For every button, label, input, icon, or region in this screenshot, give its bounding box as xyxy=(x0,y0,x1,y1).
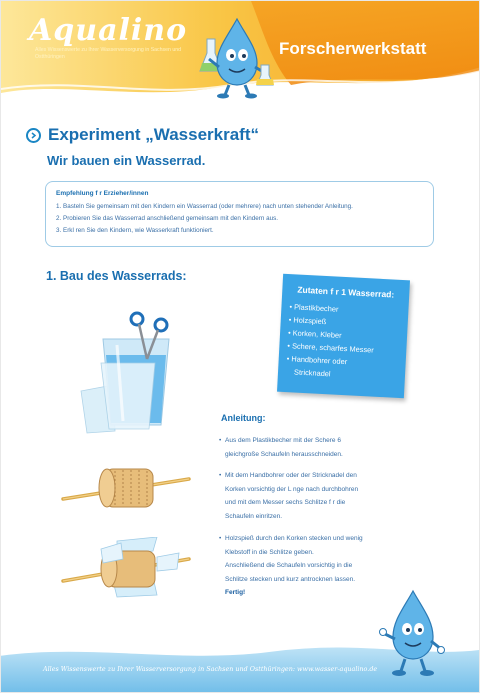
cork-skewer-illustration xyxy=(61,461,191,517)
section-title: 1. Bau des Wasserrads: xyxy=(46,269,187,283)
ingredients-note xyxy=(277,274,410,398)
aqualino-mascot-scientist-icon xyxy=(199,15,275,99)
aqualino-mascot-waving-icon xyxy=(379,587,445,679)
experiment-title-row xyxy=(26,125,259,145)
instruction-step-3: • Holzspieß durch den Korken stecken und wenig Klebstoff in die Schlitze geben. Anschließend die Schaufeln vorsichtig in die Schlitze stecken und kurz antrocknen lassen. Fertig! xyxy=(219,532,404,600)
ingredient-item: • Handbohrer oder xyxy=(286,352,398,371)
experiment-subtitle: Wir bauen ein Wasserrad. xyxy=(47,153,206,168)
ingredient-item: • Holzspieß xyxy=(288,313,400,332)
ingredient-item-continued: Stricknadel xyxy=(293,367,331,379)
chevron-right-icon xyxy=(26,128,41,143)
finish-label: Fertig! xyxy=(225,589,246,596)
ingredients-title: Zutaten f r 1 Wasserrad: xyxy=(297,284,395,300)
ingredients-list xyxy=(286,300,400,371)
instruction-step-1: • Aus dem Plastikbecher mit der Schere 6 gleichgroße Schaufeln herausschneiden. xyxy=(219,437,343,458)
recommendation-item: 2. Probieren Sie das Wasserrad anschließend gemeinsam mit den Kindern aus. xyxy=(56,215,279,222)
ingredient-item: • Korken, Kleber xyxy=(288,326,400,345)
footer-text: Alles Wissenswerte zu Ihrer Wasserversorgung in Sachsen und Ostthüringen: www.wasser-aqualino.de xyxy=(43,665,378,673)
recommendation-item: 3. Erkl ren Sie den Kindern, wie Wasserkraft funktioniert. xyxy=(56,227,214,234)
water-wheel-illustration xyxy=(61,537,191,599)
ingredient-item: • Schere, scharfes Messer xyxy=(287,339,399,358)
recommendation-item: 1. Basteln Sie gemeinsam mit den Kindern ein Wasserrad (oder mehrere) nach unten stehender Anleitung. xyxy=(56,203,353,210)
instructions-title: Anleitung: xyxy=(221,413,266,423)
recommendation-heading: Empfehlung f r Erzieher/innen xyxy=(56,190,149,197)
logo-tagline: Alles Wissenswerte zu Ihrer Wasserversorgung in Sachsen und Ostthüringen xyxy=(35,47,181,60)
ingredient-item: • Plastikbecher xyxy=(289,300,401,319)
aqualino-logo: Aqualino xyxy=(29,13,188,48)
experiment-title: Experiment „Wasserkraft“ xyxy=(48,125,260,144)
recommendation-box xyxy=(45,181,434,247)
header-banner xyxy=(1,1,480,101)
plastic-cup-scissors-illustration xyxy=(73,305,183,441)
instruction-step-2: • Mit dem Handbohrer oder der Stricknadel den Korken vorsichtig der L nge nach durchbohren und mit dem Messer sechs Schlitze f r die Schaufeln einritzen. xyxy=(219,472,359,520)
header-title: Forscherwerkstatt xyxy=(279,39,427,58)
